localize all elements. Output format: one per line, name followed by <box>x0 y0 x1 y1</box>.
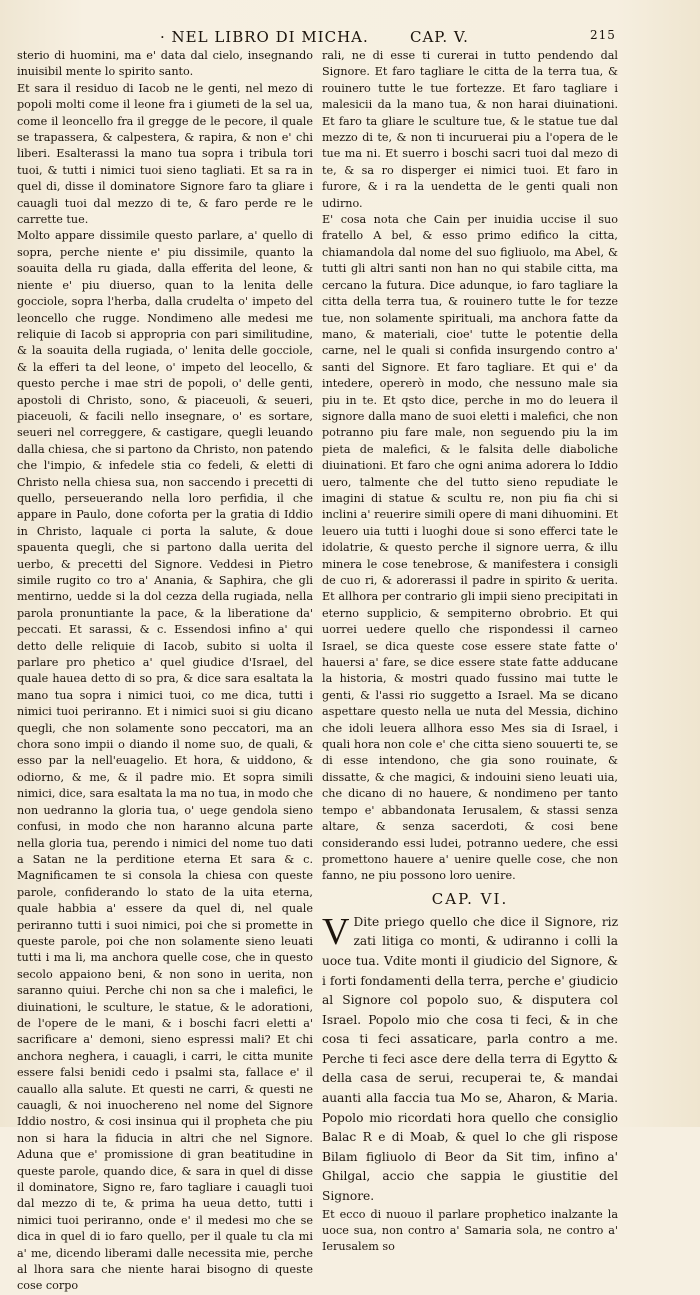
left-paragraph: sterio di huomini, ma e' data dal cielo, insegnando inuisibil mente lo spirito santo. <box>17 49 313 79</box>
chapter-text <box>322 910 618 1207</box>
chapter-label: CAP. V. <box>410 28 469 46</box>
right-paragraph: rali, ne di esse ti curerai in tutto pendendo dal Signore. Et faro tagliare le citta de la terra tua, & rouinero tutte le tue fortezze. Et faro tagliare i malesicii da la mano tua, & non harai diuinationi. Et faro ta gliare le sculture tue, & le statue tue dal mezzo di te, & non ti incuruerai piu a l'opera de le tue ma ni. Et suerro i boschi sacri tuoi dal mezo di te, & sa ro disperger ei nimici tuoi. Et faro in furore, & i ra la uendetta de le genti quali non udirno. <box>322 49 618 210</box>
closing-paragraph: Et ecco di nuouo il parlare prophetico inalzante la uoce sua, non contro a' Samaria sola, ne contro a' Ierusalem so <box>322 1207 618 1254</box>
right-paragraph: E' cosa nota che Cain per inuidia uccise il suo fratello A bel, & esso primo edifico la citta, chiamandola dal nome del suo figliuolo, ma Abel, & tutti gli altri santi non han no qui stabile citta, ma cercano la futura. Dice adunque, io faro tagliare la citta della terra tua, & rouinero tutte le for tezze tue, non solamente spirituali, ma anchora fatte da mano, & materiali, cioe' tutte le potentie della carne, nel le quali si confida insurgendo contro a' santi del Signore. Et faro tagliare. Et qui e' da intedere, opererò in modo, che nessuno male sia piu in te. Et qsto dice, perche in mo do leuera il signore dalla mano de suoi eletti i malefici, che non potranno piu fare male, non seguendo piu la im pieta de malefici, & le falsita delle diaboliche diuinationi. Et faro che ogni anima adorera lo Iddio uero, talmente che del tutto sieno repudiate le imagini di statue & scultu re, non piu fia chi si inclini a' reuerire simili opere di mani dihuomini. Et leuero uia tutti i luoghi doue si sono efferci tate le idolatrie, & questo perche il signore uerra, & illu minera le cose tenebrose, & manifestera i consigli de cuo ri, & adorerassi il padre in spirito & uerita. Et allhora per contrario gli impii sieno precipitati in eterno supplicio, & sempiterno obrobrio. Et qui uorrei uedere quello che rispondessi il carneo Israel, se dica queste cose essere state fatte o' hauersi a' fare, se dice essere state fatte adducane la historia, & mostri quado fussino mai tutte le genti, & l'assi rio suggetto a Israel. Ma se dicano aspettare questo nella ue nuta del Messia, dichino che idoli leuera allhora esso Mes sia di Israel, i quali hora non cole e' che citta sieno souuerti te, se di esse intendono, che gia sono rouinate, & dissatte, & che magici, & indouini sieno leuati uia, che dicano di no hauere, & nondimeno per tanto tempo e' abbandonata Ierusalem, & stassi senza altare, & senza sacerdoti, & cosi bene considerando essi ludei, potranno uedere, che essi promettono hauere a' uenire quelle cose, che non fanno, ne piu possono loro uenire. <box>322 213 618 883</box>
left-paragraph: Et sara il residuo di Iacob ne le genti, nel mezo di popoli molti come il leone fra i giumeti de la sel ua, come il leoncello fra il gregge de le pecore, il quale se trapassera, & calpestera, & rapira, & non e' chi liberi. Esalterassi la mano tua sopra i tribula tori tuoi, & tutti i nimici tuoi sieno tagliati. Et sa ra in quel di, disse il dominatore Signore faro ta gliare i cauagli tuoi dal mezzo di te, & faro perde re le carrette tue. <box>17 81 313 227</box>
running-header <box>160 28 660 50</box>
drop-cap: V <box>322 910 350 953</box>
right-column <box>322 48 618 1256</box>
running-title: · NEL LIBRO DI MICHA. <box>160 28 369 46</box>
chapter-heading: CAP. VI. <box>431 889 509 908</box>
folio-number: 215 <box>590 28 616 42</box>
chapter-text-body: Dite priego quello che dice il Signore, riz zati litiga co monti, & udiranno i colli la uoce tua. Vdite monti il giudicio del Signore, & i forti fondamenti della terra, perche e' giudicio al Signore col popolo suo, & disputera col Israel. Popolo mio che cosa ti feci, & in che cosa ti feci assaticare, parla contro a me. Perche ti feci asce dere della terra di Egytto & della casa de serui, recuperai te, & mandai auanti alla faccia tua Mo se, Aharon, & Maria. Popolo mio ricordati hora quello che consiglio Balac R e di Moab, & quel lo che gli rispose Bilam figliuolo di Beor da Sit tim, infino a' Ghilgal, accio che sappia le giustitie del Signore. <box>322 914 618 1204</box>
left-column <box>17 48 313 1295</box>
left-paragraph: Molto appare dissimile questo parlare, a' quello di sopra, perche niente e' piu dissimile, quanto la soauita della ru giada, dalla efferita del leone, & niente e' piu diuerso, quan to la lenita delle gocciole, sopra l'herba, dalla crudelta o' impeto del leoncello che rugge. Nondimeno alle medesi me reliquie di Iacob si appropria con pari similitudine, & la soauita della rugiada, o' lenita delle gocciole, & la efferi ta del leone, o' impeto del leocello, & questo perche i mae stri de popoli, o' delle genti, apostoli di Christo, sono, & piaceuoli, & seueri, piaceuoli, & facili nello insegnare, o' es sortare, seueri nel correggere, & castigare, quegli leuando dalla chiesa, che si partono da Christo, non patendo che l'impio, & infedele stia co fedeli, & eletti di Christo nella chiesa sua, non saccendo i precetti di quello, perseuerando nella loro perfidia, il che appare in Paulo, done coforta per la gratia di Iddio in Christo, laquale ci porta la salute, & doue spauenta quegli, che si partono dalla uerita del uerbo, & precetti del Signore. Veddesi in Pietro simile rugito co tro a' Anania, & Saphira, che gli mentirno, uedde si la dol cezza della rugiada, nella parola pronuntiante la pace, & la liberatione da' peccati. Et sarassi, & c. Essendosi infino a' qui detto delle reliquie di Iacob, subito si uolta il parlare pro phetico a' quel giudice d'Israel, del quale hauea detto di so pra, & dice sara esaltata la mano tua sopra i nimici tuoi, co me dica, tutti i nimici tuoi periranno. Et i nimici suoi si giu dicano quegli, che non solamente sono peccatori, ma an chora sono impii o diando il nome suo, de quali, & esso par la nell'euagelio. Et hora, & uiddono, & odiorno, & me, & il padre mio. Et sopra simili nimici, dice, sara esaltata la ma no tua, in modo che non uedranno la gloria tua, o' uege gendola sieno confusi, in modo che non haranno alcuna parte nella gloria tua, perendo i nimici del nome tuo dati a Satan ne la perditione eterna Et sara & c. Magnificamen te si consola la chiesa con queste parole, confiderando lo stato de la uita eterna, quale habbia a' essere da quel di, nel quale periranno tutti i suoi nimici, poi che si promette in queste parole, poi che non solamente sieno leuati tutti i ma li, ma anchora quelle cose, che in questo secolo appaiono beni, & non sono in uerita, non saranno quiui. Perche chi non sa che i malefici, le diuinationi, le sculture, le statue, & le adorationi, de l'opere de le mani, & i boschi facri eletti a' sacrificare a' demoni, sieno espressi mali? Et chi anchora neghera, i cauagli, i carri, le citta munite essere falsi benidi cedo i psalmi sta, fallace e' il cauallo alla salute. Et questi ne carri, & questi ne cauagli, & noi inuochereno nel nome del Signore Iddio nostro, & cosi insinua qui il propheta che piu non si hara la fiducia in altri che nel Signore. Aduna que e' promissione di gran beatitudine in queste parole, quando dice, & sara in quel di disse il dominatore, Signo re, faro tagliare i cauagli tuoi dal mezzo di te, & prima ha ueua detto, tutti i nimici tuoi periranno, onde e' il medesi mo che se dica in quel di io faro quello, per il quale tu cla mi a' me, dicendo liberami dalle necessita mie, perche al lhora sara che niente harai bisogno di queste cose corpo <box>17 229 313 1293</box>
